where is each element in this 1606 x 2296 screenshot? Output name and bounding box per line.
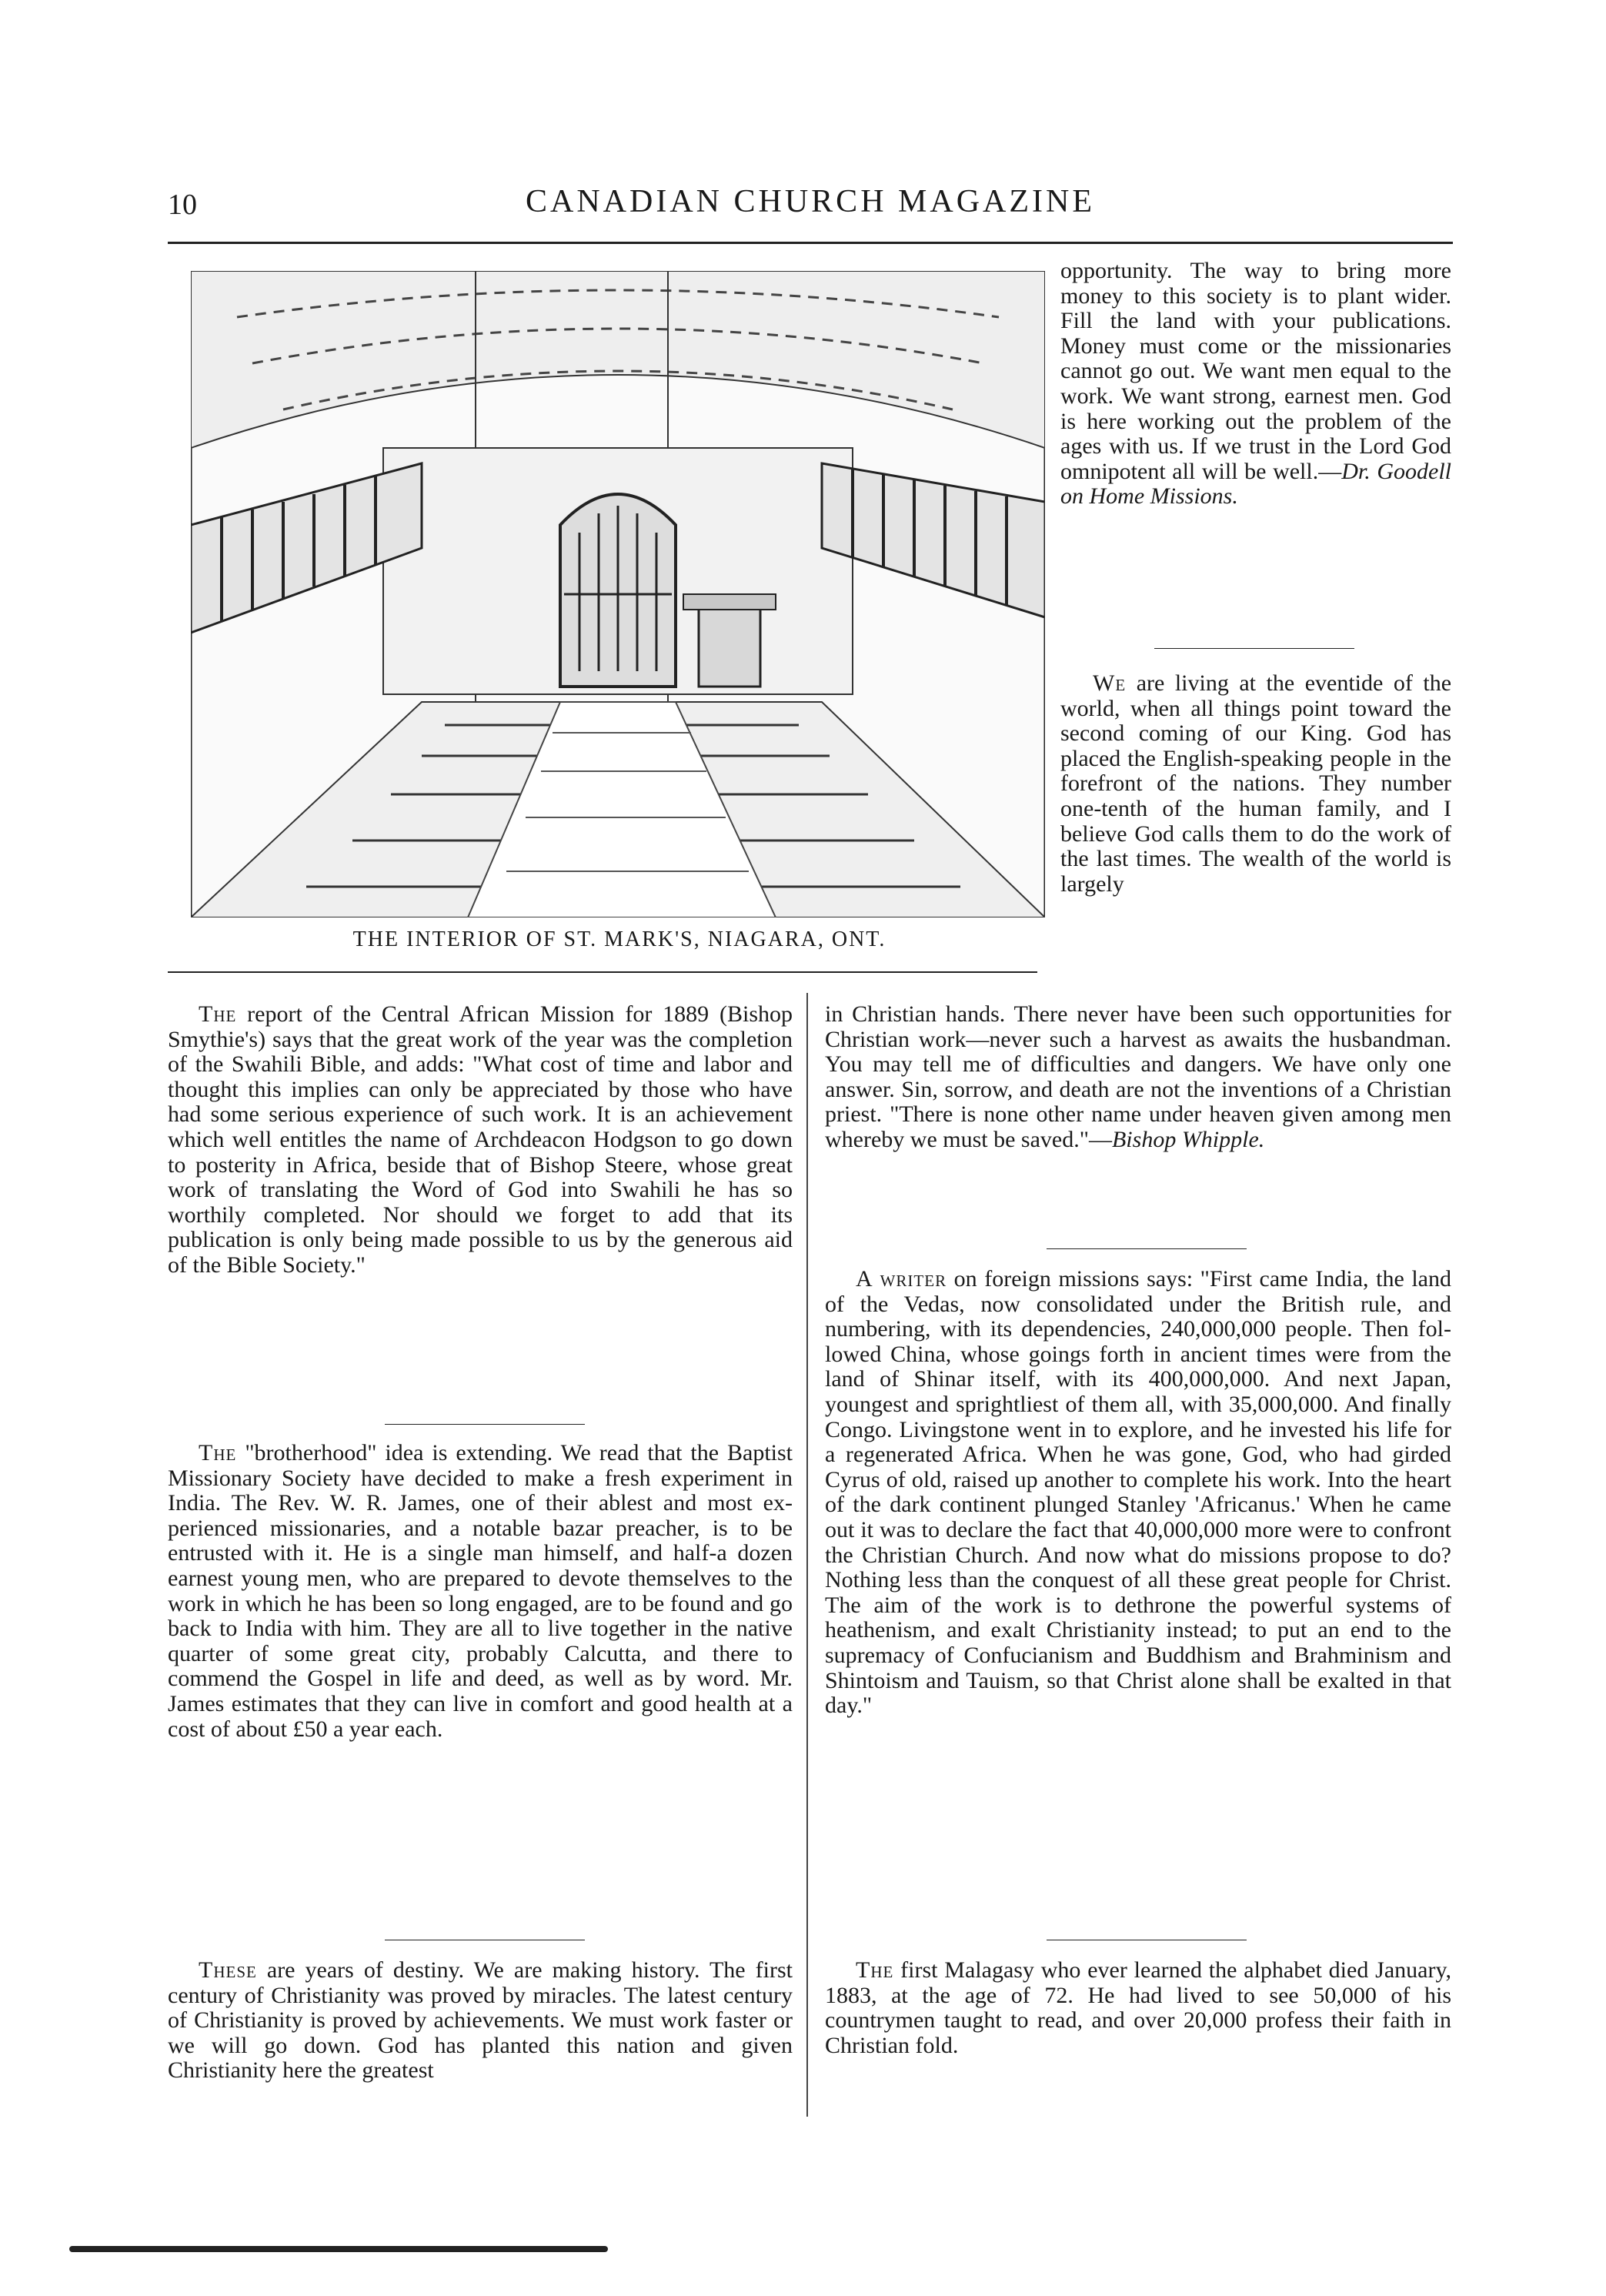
central-africa-first-word: The (199, 1001, 237, 1027)
malagasy-paragraph (825, 1958, 1451, 2058)
eventide-first-word: We (1093, 670, 1127, 696)
malagasy-first-word: The (856, 1957, 894, 1983)
foreign-missions-paragraph (825, 1267, 1451, 1719)
eventide-attribution: Bishop Whipple. (1111, 1126, 1265, 1152)
foreign-missions-first-word: A writer (856, 1266, 947, 1292)
malagasy-text: first Malagasy who ever learned the alphabet died January, 1883, at the age of 72. He had lived to see 50,000 of his countrymen taught to read, and over 20,000 profess their faith in Christian fold. (825, 1957, 1452, 2058)
central-africa-rule (385, 1424, 585, 1425)
home-missions-paragraph (1060, 259, 1451, 510)
church-interior-illustration (191, 271, 1045, 917)
magazine-title: CANADIAN CHURCH MAGAZINE (526, 184, 1095, 219)
column-divider (806, 993, 808, 2117)
scan-edge-mark (69, 2246, 608, 2252)
destiny-text: are years of destiny. We are making history. The first century of Christianity was proved by miracles. The latest century of Christianity is proved by achievements. We must work faster or we will go down. God has planted this nation and given Christianity here the greatest (168, 1957, 793, 2084)
brotherhood-paragraph (168, 1441, 793, 1742)
home-missions-text: opportunity. The way to bring more money to this society is to plant wider. Fill the land with your publications. Money must come or the missionaries cannot go out. We want men equal to the work. We want strong, earnest men. God is here working out the problem of the ages with us. If we trust in the Lord God omnipotent all will be well.— (1060, 258, 1451, 484)
page-number: 10 (168, 189, 197, 221)
eventide-paragraph-cont (825, 1002, 1451, 1153)
destiny-first-word: These (199, 1957, 257, 1983)
eventide-text-cont: in Christian hands. There never have been such opportunities for Christian work—never such a harvest as awaits the husbandman. You may tell me of difficulties and dangers. We have only one answer. Sin, sorrow, and death are not the inventions of a Christian priest. "There is none other name under heaven given among men whereby we must be saved."— (825, 1001, 1451, 1152)
home-missions-rule (1154, 648, 1354, 649)
eventide-paragraph-top (1060, 671, 1451, 897)
eventide-rule (1047, 1248, 1247, 1249)
foreign-missions-text: on foreign missions says: "First came India, the land of the Vedas, now consolidated under the British rule, and numbering, with its dependencies, 240,000,000 people. Then followed China, whose goings forth in ancient times were from the land of Shinar itself, with its 400,000,000. And next Japan, youngest and sprightliest of them all, with 35,000,000. And finally Congo. Livingstone went in to explore, and he invested his life for a regenerated Africa. When he was gone, God, who had girded Cyrus of old, raised up another to complete his work. Into the heart of the dark continent plunged Stanley 'Africanus.' When he came out it was to declare the fact that 40,000,000 more were to confront the Christian Church. And now what do missions propose to do? Nothing less than the conquest of all these great people for Christ. The aim of the work is to dethrone the powerful systems of heathenism, and exalt Christianity instead; to put an end to the supremacy of Confucianism and Buddhism and Brahminism and Shintoism and Tauism, so that Christ alone shall be exalted in that day." (825, 1266, 1451, 1719)
destiny-paragraph (168, 1958, 793, 2084)
caption-rule (168, 971, 1037, 973)
central-africa-paragraph (168, 1002, 793, 1278)
central-africa-text: report of the Central African Mission for 1889 (Bishop Smythie's) says that the great work of the year was the completion of the Swahili Bible, and adds: "What cost of time and labor and thought this implies can only be appreciated by those who have had some serious experience of such work. It is an achievement which well entitles the name of Archdeacon Hodgson to go down to posterity in Africa, beside that of Bishop Steere, whose great work of translating the Word of God into Swahili he has so worthily completed. Nor should we forget to add that its publication is only being made possible to us by the generous aid of the Bible Society." (168, 1001, 793, 1278)
brotherhood-text: "brotherhood" idea is extending. We read that the Baptist Missionary Society have decided to make a fresh experiment in India. The Rev. W. R. James, one of their ablest and most experienced missionaries, and a notable bazar preacher, is to be entrusted with it. He is a single man himself, and half-a dozen earnest young men, who are prepared to devote themselves to the work in which he has been so long engaged, are to be found and go back to India with him. They are all to live together in the native quarter of some great city, probably Calcutta, and there to commend the Gospel in life and deed, as well as by word. Mr. James estimates that they can live in comfort and good health at a cost of about £50 a year each. (168, 1440, 793, 1742)
home-missions-attribution: Dr. Goodell on Home Missions. (1060, 458, 1451, 510)
page-header (168, 183, 1453, 237)
illustration-caption: THE INTERIOR OF ST. MARK'S, NIAGARA, ONT. (352, 927, 886, 951)
eventide-text-top: are living at the eventide of the world, when all things point toward the second coming of our King. God has placed the English-speaking people in the forefront of the nations. They number one-tenth of the human family, and I believe God calls them to do the work of the last times. The wealth of the world is largely (1060, 670, 1452, 897)
brotherhood-first-word: The (199, 1440, 237, 1465)
header-rule (168, 242, 1453, 244)
